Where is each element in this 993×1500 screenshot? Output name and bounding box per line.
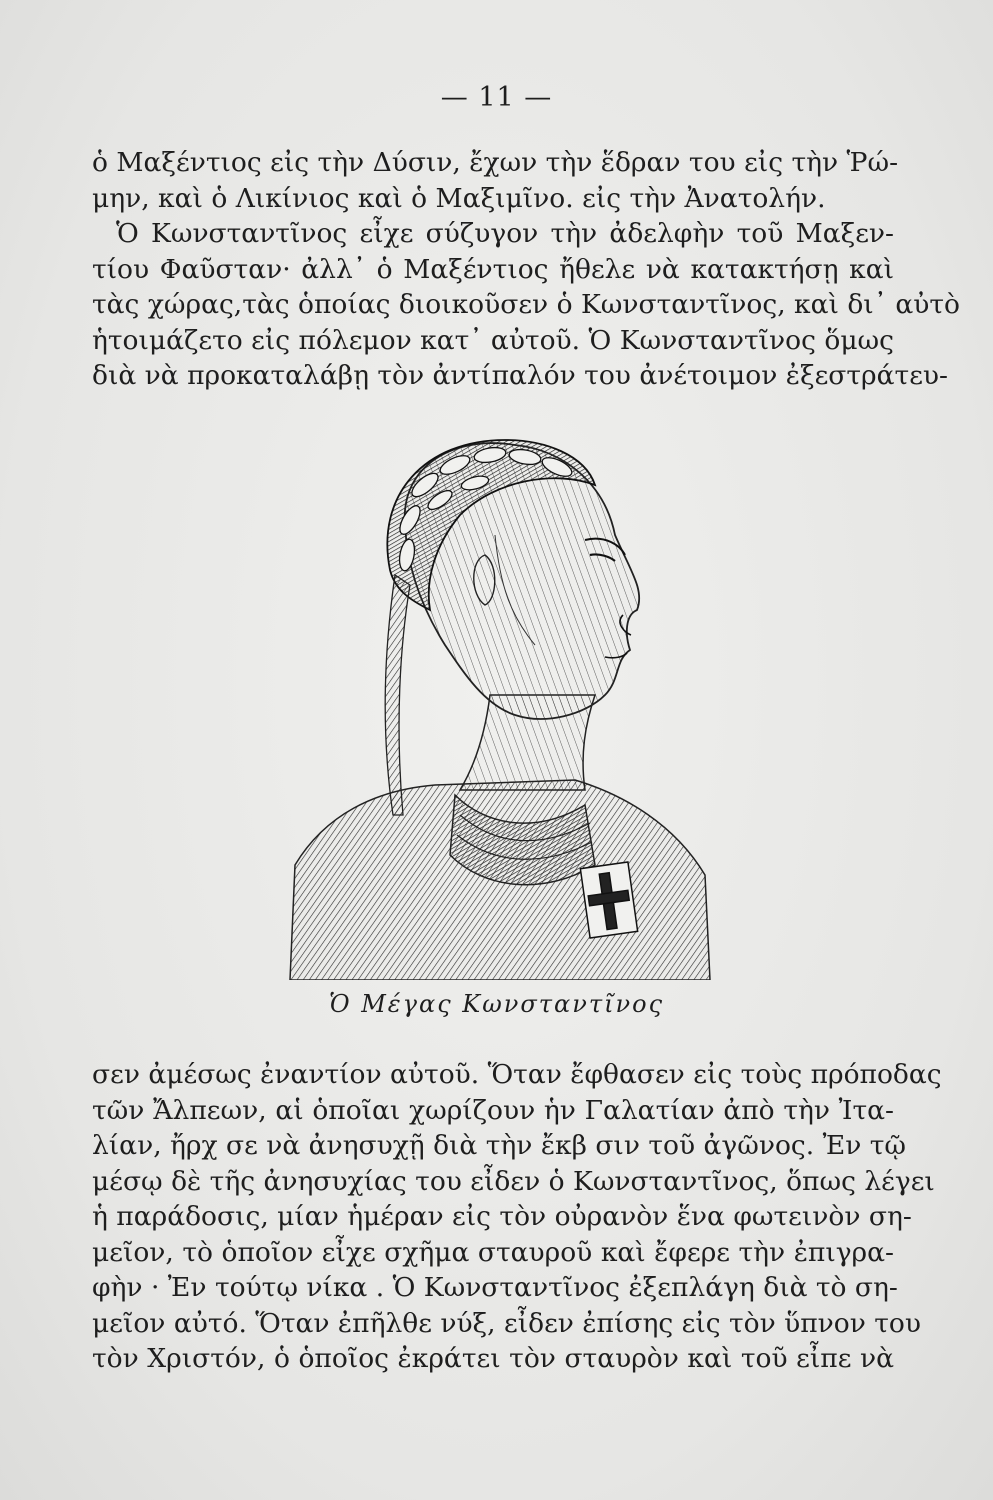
- text-line: μεῖον, τὸ ὁποῖον εἶχε σχῆμα σταυροῦ καὶ ἔφερε τὴν ἐπιγρα-: [92, 1236, 894, 1268]
- text-line: τὰς χώρας,τὰς ὁποίας διοικοῦσεν ὁ Κωνσταντῖνος, καὶ δι᾽ αὐτὸ: [92, 289, 960, 320]
- text-line: ἡτοιμάζετο εἰς πόλεμον κατ᾽ αὐτοῦ. Ὁ Κωνσταντῖνος ὅμως: [92, 324, 894, 356]
- text-line: μεῖον αὐτό. Ὅταν ἐπῆλθε νύξ, εἶδεν ἐπίσης εἰς τὸν ὕπνον του: [92, 1307, 921, 1339]
- text-block-top: [92, 145, 960, 394]
- cross-emblem: [580, 862, 637, 938]
- text-line: ὁ Μαξέντιος εἰς τὴν Δύσιν, ἔχων τὴν ἕδραν του εἰς τὴν Ῥώ-: [92, 147, 899, 178]
- text-line: τίου Φαῦσταν· ἀλλ᾽ ὁ Μαξέντιος ἤθελε νὰ κατακτήσῃ καὶ: [92, 253, 894, 285]
- text-line: φὴν · Ἐν τούτῳ νίκα . Ὁ Κωνσταντῖνος ἐξεπλάγη διὰ τὸ ση-: [92, 1272, 898, 1303]
- text-block-bottom: [92, 1057, 942, 1377]
- text-line: μην, καὶ ὁ Λικίνιος καὶ ὁ Μαξιμῖνο. εἰς τὴν Ἀνατολήν.: [92, 182, 826, 214]
- text-line: διὰ νὰ προκαταλάβῃ τὸν ἀντίπαλόν του ἀνέτοιμον ἐξεστράτευ-: [92, 360, 948, 391]
- text-line: τῶν Ἄλπεων, αἱ ὁποῖαι χωρίζουν ἡν Γαλατίαν ἀπὸ τὴν Ἰτα-: [92, 1094, 894, 1126]
- text-line: μέσῳ δὲ τῆς ἀνησυχίας του εἶδεν ὁ Κωνσταντῖνος, ὅπως λέγει: [92, 1165, 935, 1197]
- figure-caption: Ὁ Μέγας Κωνσταντῖνος: [328, 990, 665, 1018]
- text-line: ἡ παράδοσις, μίαν ἡμέραν εἰς τὸν οὐρανὸν ἕνα φωτεινὸν ση-: [92, 1201, 912, 1232]
- text-line: τὸν Χριστόν, ὁ ὁποῖος ἐκράτει τὸν σταυρὸν καὶ τοῦ εἶπε νὰ: [92, 1343, 894, 1374]
- text-line: σεν ἀμέσως ἐναντίον αὐτοῦ. Ὅταν ἔφθασεν εἰς τοὺς πρόποδας: [92, 1059, 942, 1090]
- constantine-portrait-engraving: [285, 395, 715, 980]
- text-line: λίαν, ἤρχ σε νὰ ἀνησυχῇ διὰ τὴν ἔκβ σιν τοῦ ἀγῶνος. Ἐν τῷ: [92, 1130, 907, 1161]
- page-number: — 11 —: [440, 82, 553, 113]
- text-line: Ὁ Κωνσταντῖνος εἶχε σύζυγον τὴν ἀδελφὴν τοῦ Μαξεν-: [116, 218, 894, 249]
